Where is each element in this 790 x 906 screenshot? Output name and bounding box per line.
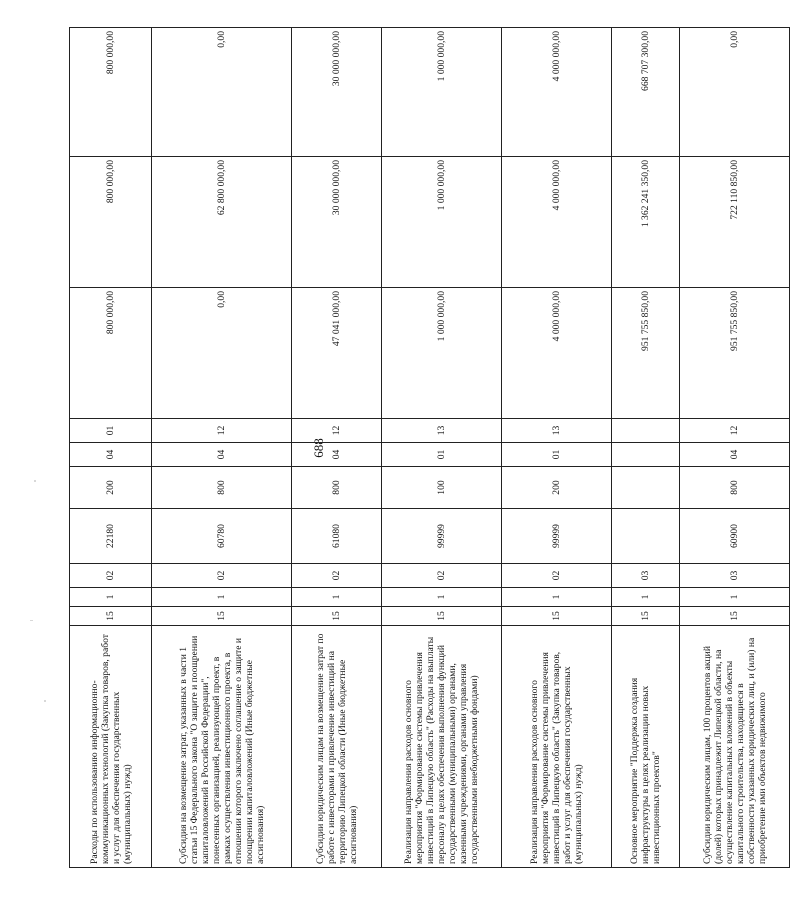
code-cell: 15 <box>152 607 292 626</box>
code-cell: 02 <box>292 564 382 588</box>
amount-cell: 30 000 000,00 <box>292 157 382 288</box>
amount-cell: 0,00 <box>152 288 292 419</box>
code-cell: 12 <box>680 419 790 443</box>
code-cell: 15 <box>502 607 612 626</box>
amount-cell: 30 000 000,00 <box>292 28 382 157</box>
table-row <box>382 28 502 868</box>
table-row <box>612 28 680 868</box>
amount-cell: 0,00 <box>152 28 292 157</box>
code-cell: 03 <box>612 564 680 588</box>
code-cell: 15 <box>70 607 152 626</box>
code-cell <box>612 419 680 443</box>
code-cell: 1 <box>502 588 612 607</box>
row-description: Субсидии юридическим лицам на возмещение затрат по работе с инвесторами и привлечение инвестиций на территорию Липецкой области (Иные бюджетные ассигнования) <box>292 626 382 868</box>
code-cell: 61080 <box>292 509 382 564</box>
code-cell: 15 <box>292 607 382 626</box>
code-cell: 22180 <box>70 509 152 564</box>
code-cell: 200 <box>502 467 612 509</box>
amount-cell: 4 000 000,00 <box>502 28 612 157</box>
scan-artifact <box>0 585 83 625</box>
code-cell <box>612 467 680 509</box>
code-cell: 03 <box>680 564 790 588</box>
amount-cell: 47 041 000,00 <box>292 288 382 419</box>
amount-cell: 0,00 <box>680 28 790 157</box>
row-description: Реализация направления расходов основного мероприятия "Формирование системы привлечения инвестиций в Липецкую область" (Закупка товаров, работ и услуг для обеспечения государственных (муниципальных) нужд) <box>502 626 612 868</box>
code-cell: 04 <box>680 443 790 467</box>
code-cell: 1 <box>382 588 502 607</box>
code-cell: 02 <box>382 564 502 588</box>
table-body <box>70 28 790 868</box>
row-description: Субсидии юридическим лицам, 100 процентов акций (долей) которых принадлежит Липецкой области, на осуществление капитальных вложений в объекты капитального строительства, находящиеся в собственности указанных юридических лиц, и (или) на приобретение ими объектов недвижимого <box>680 626 790 868</box>
code-cell: 1 <box>70 588 152 607</box>
code-cell <box>612 509 680 564</box>
scan-speck <box>44 700 46 702</box>
code-cell: 99999 <box>502 509 612 564</box>
table-row <box>70 28 152 868</box>
code-cell: 1 <box>612 588 680 607</box>
code-cell: 04 <box>152 443 292 467</box>
amount-cell: 951 755 850,00 <box>680 288 790 419</box>
code-cell: 1 <box>152 588 292 607</box>
code-cell: 1 <box>680 588 790 607</box>
amount-cell: 1 000 000,00 <box>382 157 502 288</box>
code-cell: 60780 <box>152 509 292 564</box>
amount-cell: 800 000,00 <box>70 157 152 288</box>
code-cell: 99999 <box>382 509 502 564</box>
amount-cell: 800 000,00 <box>70 28 152 157</box>
budget-table <box>69 27 790 868</box>
code-cell: 15 <box>382 607 502 626</box>
amount-cell: 4 000 000,00 <box>502 157 612 288</box>
row-description: Субсидия на возмещение затрат, указанных в части 1 статьи 15 Федерального закона "О защите и поощрении капиталовложений в Российской Федерации", понесенных организацией, реализующей проект, в рамках осуществления инвестиционного проекта, в отношении которого заключено соглашение о защите и поощрении капиталовложений (Иные бюджетные ассигнования) <box>152 626 292 868</box>
row-description: Основное мероприятие "Поддержка создания инфраструктуры в целях реализации новых инвестиционных проектов" <box>612 626 680 868</box>
amount-cell: 1 000 000,00 <box>382 28 502 157</box>
code-cell: 100 <box>382 467 502 509</box>
amount-cell: 951 755 850,00 <box>612 288 680 419</box>
amount-cell: 62 800 000,00 <box>152 157 292 288</box>
code-cell: 1 <box>292 588 382 607</box>
code-cell: 01 <box>70 419 152 443</box>
code-cell <box>612 443 680 467</box>
code-cell: 12 <box>292 419 382 443</box>
rotated-table-container <box>69 28 768 868</box>
code-cell: 02 <box>70 564 152 588</box>
row-description: Расходы по использованию информационно-коммуникационных технологий (Закупка товаров, работ и услуг для обеспечения государственных (муниципальных) нужд) <box>70 626 152 868</box>
table-row <box>152 28 292 868</box>
amount-cell: 668 707 300,00 <box>612 28 680 157</box>
amount-cell: 1 000 000,00 <box>382 288 502 419</box>
code-cell: 04 <box>292 443 382 467</box>
code-cell: 13 <box>502 419 612 443</box>
table-row <box>502 28 612 868</box>
code-cell: 60900 <box>680 509 790 564</box>
code-cell: 200 <box>70 467 152 509</box>
code-cell: 02 <box>502 564 612 588</box>
code-cell: 13 <box>382 419 502 443</box>
table-row <box>292 28 382 868</box>
row-description: Реализация направления расходов основного мероприятия "Формирование системы привлечения инвестиций в Липецкую область" (Расходы на выплаты персоналу в целях обеспечения выполнения функций государственными (муниципальными) органами, казенными учреждениями, органами управления государственными внебюджетными фондами) <box>382 626 502 868</box>
code-cell: 01 <box>502 443 612 467</box>
amount-cell: 4 000 000,00 <box>502 288 612 419</box>
amount-cell: 1 362 241 350,00 <box>612 157 680 288</box>
code-cell: 01 <box>382 443 502 467</box>
table-row <box>680 28 790 868</box>
code-cell: 800 <box>680 467 790 509</box>
amount-cell: 800 000,00 <box>70 288 152 419</box>
code-cell: 04 <box>70 443 152 467</box>
code-cell: 15 <box>680 607 790 626</box>
code-cell: 800 <box>292 467 382 509</box>
code-cell: 800 <box>152 467 292 509</box>
scan-speck <box>34 480 36 482</box>
code-cell: 12 <box>152 419 292 443</box>
code-cell: 02 <box>152 564 292 588</box>
scan-speck <box>30 620 33 621</box>
amount-cell: 722 110 850,00 <box>680 157 790 288</box>
code-cell: 15 <box>612 607 680 626</box>
page-number: 688 <box>311 438 326 458</box>
